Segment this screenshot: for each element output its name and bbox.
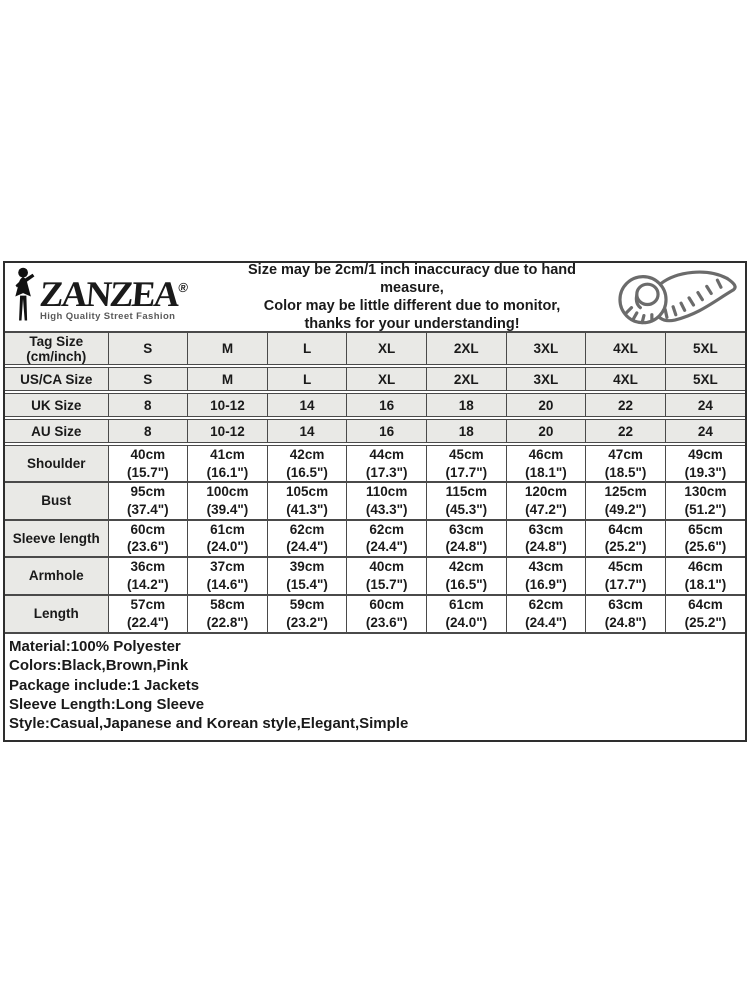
size-cell: 22 xyxy=(586,392,666,418)
info-package: Package include:1 Jackets xyxy=(9,676,200,694)
measure-cell: 61cm (24.0") xyxy=(427,595,507,633)
measure-cell: 42cm (16.5") xyxy=(427,557,507,595)
measure-cell: 115cm (45.3") xyxy=(427,482,507,520)
measure-cell: 42cm (16.5") xyxy=(267,444,347,482)
measure-cell: 63cm (24.8") xyxy=(506,520,586,558)
brand-logo xyxy=(5,267,217,327)
size-disclaimer xyxy=(217,261,607,333)
size-cell: L xyxy=(267,366,347,392)
measure-cell: 95cm (37.4") xyxy=(108,482,188,520)
table-row xyxy=(5,482,745,520)
size-cell: 14 xyxy=(267,418,347,444)
size-cell: 3XL xyxy=(506,333,586,366)
disclaimer-line-2: Color may be little different due to monitor, xyxy=(263,298,561,314)
measure-cell: 110cm (43.3") xyxy=(347,482,427,520)
measure-cell: 62cm (24.4") xyxy=(506,595,586,633)
row-label: Tag Size (cm/inch) xyxy=(5,333,108,366)
info-colors: Colors:Black,Brown,Pink xyxy=(9,657,189,675)
table-row xyxy=(5,333,745,366)
measure-cell: 45cm (17.7") xyxy=(427,444,507,482)
size-cell: 16 xyxy=(347,418,427,444)
woman-silhouette-icon xyxy=(10,267,39,327)
brand-wordmark xyxy=(37,272,189,322)
measure-cell: 45cm (17.7") xyxy=(586,557,666,595)
info-style: Style:Casual,Japanese and Korean style,Elegant,Simple xyxy=(9,715,409,733)
size-cell: 10-12 xyxy=(188,418,268,444)
measure-cell: 46cm (18.1") xyxy=(506,444,586,482)
measure-cell: 60cm (23.6") xyxy=(108,520,188,558)
table-row xyxy=(5,595,745,633)
table-row xyxy=(5,418,745,444)
size-cell: M xyxy=(188,366,268,392)
measure-cell: 100cm (39.4") xyxy=(188,482,268,520)
measure-cell: 63cm (24.8") xyxy=(427,520,507,558)
measure-cell: 43cm (16.9") xyxy=(506,557,586,595)
measure-cell: 64cm (25.2") xyxy=(586,520,666,558)
measure-cell: 40cm (15.7") xyxy=(108,444,188,482)
product-info xyxy=(5,632,745,740)
table-row xyxy=(5,557,745,595)
measure-cell: 59cm (23.2") xyxy=(267,595,347,633)
size-chart-sheet xyxy=(3,261,747,742)
size-cell: 14 xyxy=(267,392,347,418)
size-cell: 8 xyxy=(108,392,188,418)
measure-cell: 62cm (24.4") xyxy=(347,520,427,558)
size-cell: 16 xyxy=(347,392,427,418)
info-sleeve-length: Sleeve Length:Long Sleeve xyxy=(9,695,205,713)
size-cell: 3XL xyxy=(506,366,586,392)
row-label: Sleeve length xyxy=(5,520,108,558)
size-cell: XL xyxy=(347,333,427,366)
size-cell: L xyxy=(267,333,347,366)
table-row xyxy=(5,444,745,482)
measure-cell: 39cm (15.4") xyxy=(267,557,347,595)
size-cell: 18 xyxy=(427,418,507,444)
size-cell: 4XL xyxy=(586,333,666,366)
size-cell: 2XL xyxy=(427,333,507,366)
measure-cell: 125cm (49.2") xyxy=(586,482,666,520)
measure-cell: 37cm (14.6") xyxy=(188,557,268,595)
size-cell: 18 xyxy=(427,392,507,418)
row-label: Bust xyxy=(5,482,108,520)
row-label: UK Size xyxy=(5,392,108,418)
measure-cell: 57cm (22.4") xyxy=(108,595,188,633)
measure-cell: 65cm (25.6") xyxy=(665,520,745,558)
info-material: Material:100% Polyester xyxy=(9,638,181,655)
header-band xyxy=(5,263,745,333)
brand-tagline: High Quality Street Fashion xyxy=(40,311,176,322)
row-label: Shoulder xyxy=(5,444,108,482)
row-label: US/CA Size xyxy=(5,366,108,392)
size-table xyxy=(5,333,745,632)
disclaimer-line-1: Size may be 2cm/1 inch inaccuracy due to hand measure, xyxy=(248,262,576,296)
table-row xyxy=(5,366,745,392)
size-cell: S xyxy=(108,333,188,366)
size-cell: 24 xyxy=(665,392,745,418)
size-cell: 20 xyxy=(506,418,586,444)
row-label: AU Size xyxy=(5,418,108,444)
measure-cell: 58cm (22.8") xyxy=(188,595,268,633)
measure-cell: 41cm (16.1") xyxy=(188,444,268,482)
measure-cell: 62cm (24.4") xyxy=(267,520,347,558)
measure-cell: 120cm (47.2") xyxy=(506,482,586,520)
measure-cell: 49cm (19.3") xyxy=(665,444,745,482)
size-cell: 8 xyxy=(108,418,188,444)
size-cell: M xyxy=(188,333,268,366)
size-cell: 20 xyxy=(506,392,586,418)
measure-cell: 63cm (24.8") xyxy=(586,595,666,633)
size-cell: 2XL xyxy=(427,366,507,392)
measure-cell: 47cm (18.5") xyxy=(586,444,666,482)
measure-cell: 105cm (41.3") xyxy=(267,482,347,520)
table-row xyxy=(5,520,745,558)
size-cell: 5XL xyxy=(665,366,745,392)
size-cell: S xyxy=(108,366,188,392)
size-cell: 24 xyxy=(665,418,745,444)
measure-cell: 60cm (23.6") xyxy=(347,595,427,633)
measure-cell: 130cm (51.2") xyxy=(665,482,745,520)
table-row xyxy=(5,392,745,418)
measuring-tape-icon xyxy=(607,266,741,328)
size-cell: 4XL xyxy=(586,366,666,392)
measure-cell: 44cm (17.3") xyxy=(347,444,427,482)
measure-cell: 36cm (14.2") xyxy=(108,557,188,595)
measure-cell: 61cm (24.0") xyxy=(188,520,268,558)
row-label: Length xyxy=(5,595,108,633)
size-cell: 10-12 xyxy=(188,392,268,418)
measure-cell: 46cm (18.1") xyxy=(665,557,745,595)
measure-cell: 64cm (25.2") xyxy=(665,595,745,633)
disclaimer-line-3: thanks for your understanding! xyxy=(304,316,520,332)
size-cell: XL xyxy=(347,366,427,392)
size-cell: 22 xyxy=(586,418,666,444)
size-cell: 5XL xyxy=(665,333,745,366)
brand-name: ZANZEA® xyxy=(37,274,189,314)
row-label: Armhole xyxy=(5,557,108,595)
measure-cell: 40cm (15.7") xyxy=(347,557,427,595)
registered-trademark: ® xyxy=(177,280,189,295)
